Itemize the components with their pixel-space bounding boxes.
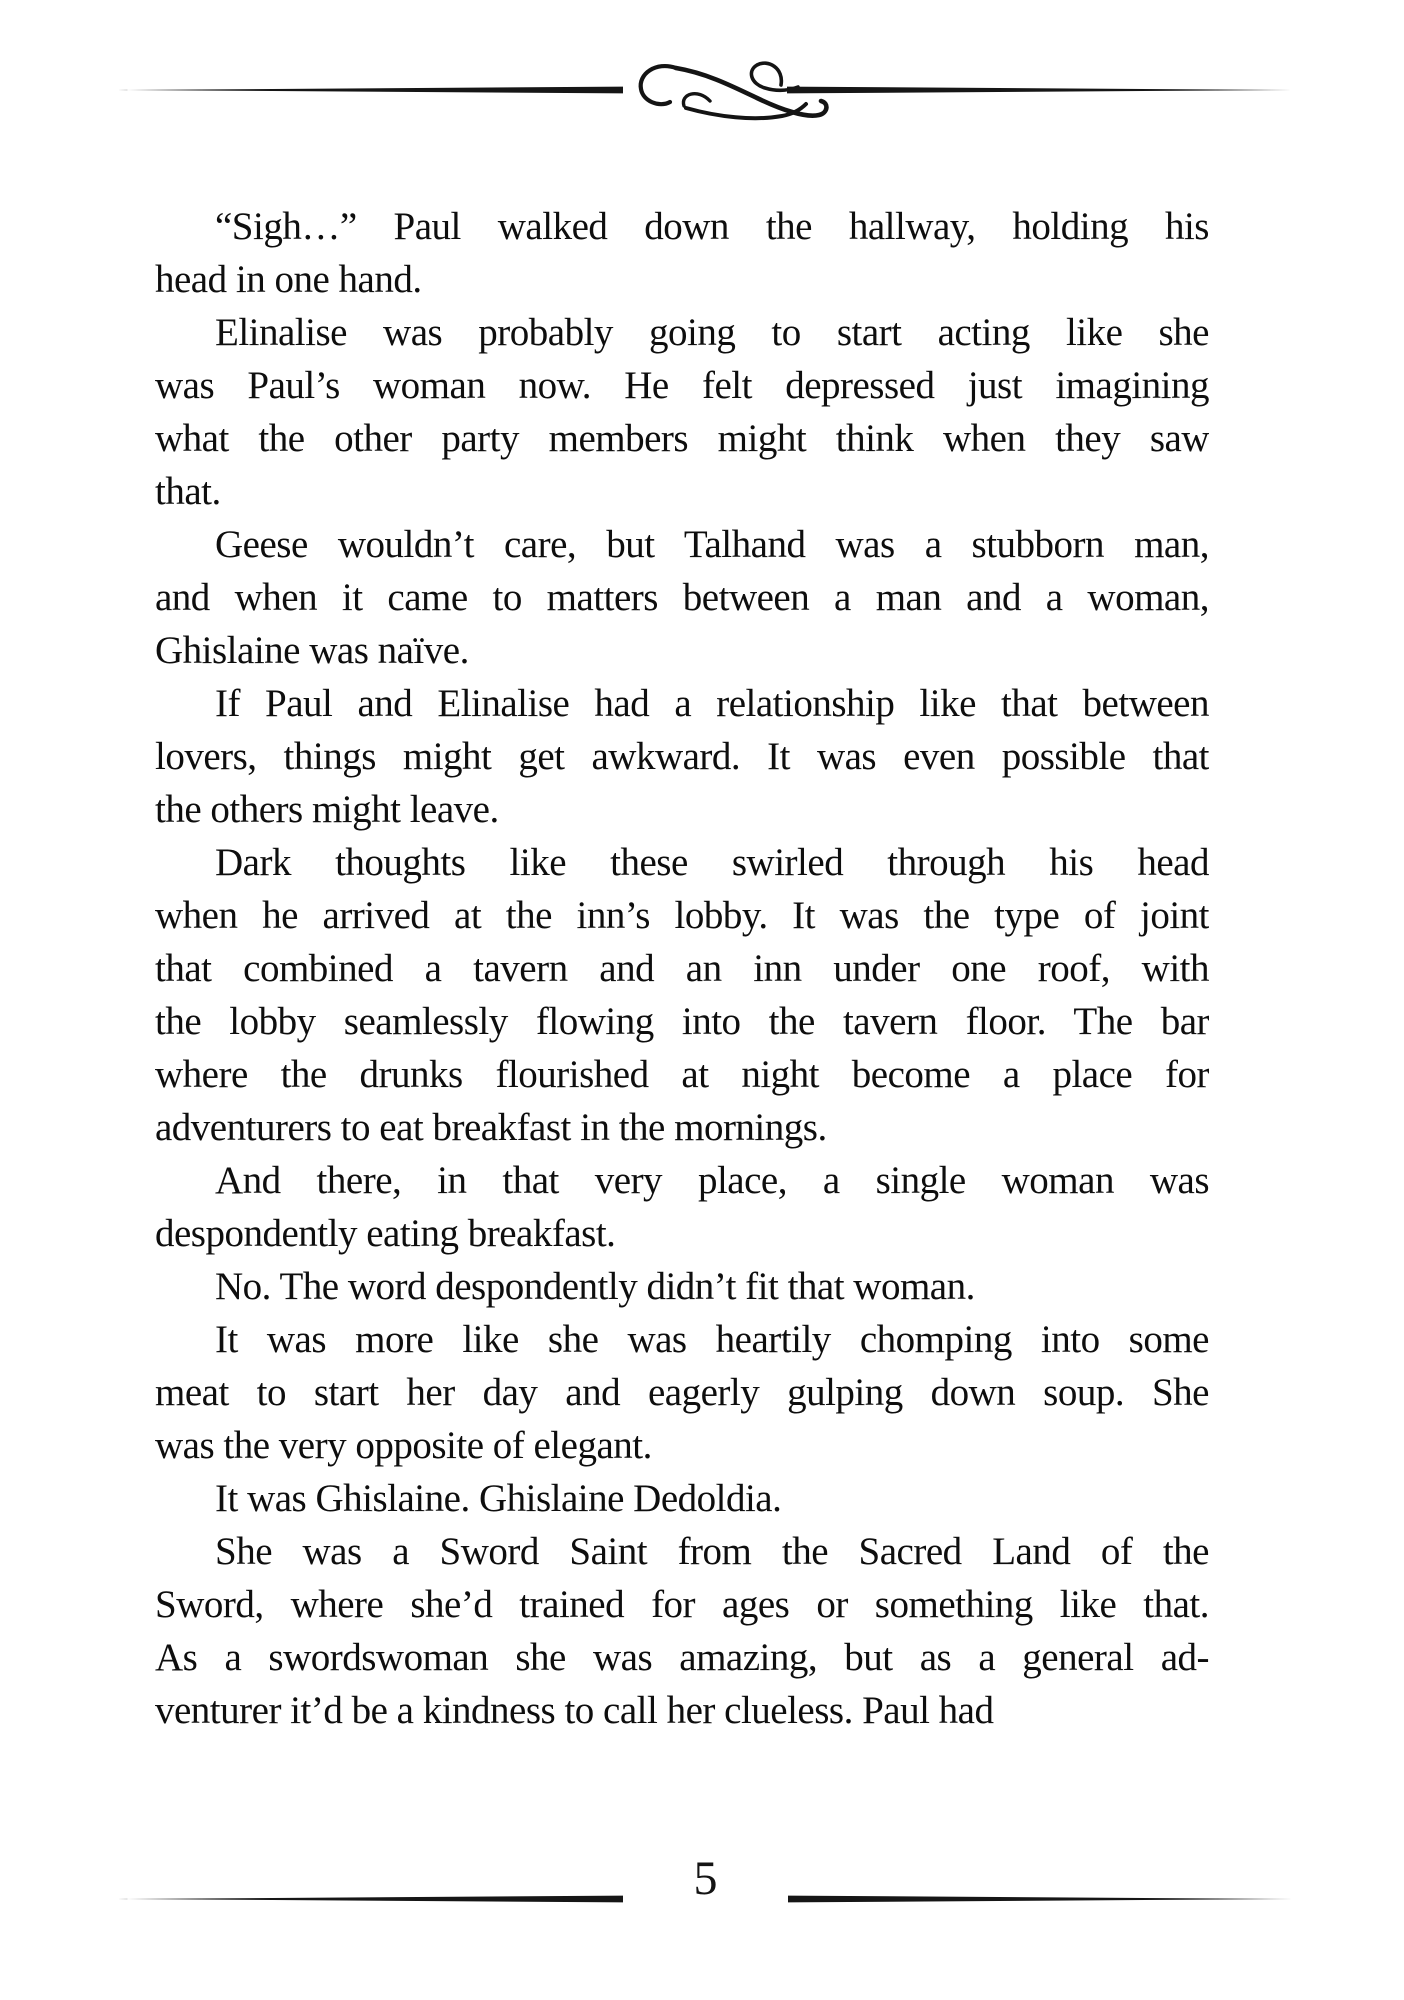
text-line: what the other party members might think when they saw [155, 417, 1209, 460]
paragraph [155, 306, 1209, 518]
text-line: “Sigh…” Paul walked down the hallway, holding his [215, 205, 1209, 248]
text-line: She was a Sword Saint from the Sacred Land of the [215, 1530, 1209, 1573]
text-line: where the drunks flourished at night become a place for [155, 1053, 1209, 1096]
text-line: and when it came to matters between a man and a woman, [155, 576, 1209, 619]
paragraph [155, 200, 1209, 306]
text-line: that. [155, 470, 221, 513]
text-line: despondently eating breakfast. [155, 1212, 616, 1255]
paragraph [155, 518, 1209, 677]
text-line: was Paul’s woman now. He felt depressed just imagining [155, 364, 1209, 407]
text-line: lovers, things might get awkward. It was even possible that [155, 735, 1209, 778]
text-line: As a swordswoman she was amazing, but as a general ad- [155, 1636, 1209, 1679]
text-line: Geese wouldn’t care, but Talhand was a stubborn man, [215, 523, 1209, 566]
text-line: that combined a tavern and an inn under one roof, with [155, 947, 1209, 990]
text-line: was the very opposite of elegant. [155, 1424, 652, 1467]
text-line: head in one hand. [155, 258, 422, 301]
text-line: It was Ghislaine. Ghislaine Dedoldia. [215, 1477, 782, 1520]
text-line: And there, in that very place, a single woman was [215, 1159, 1209, 1202]
footer-rule-right [788, 1894, 1293, 1904]
header-rule-left [118, 85, 623, 95]
text-line: It was more like she was heartily chomping into some [215, 1318, 1209, 1361]
text-line: the others might leave. [155, 788, 499, 831]
text-line: the lobby seamlessly flowing into the tavern floor. The bar [155, 1000, 1209, 1043]
text-line: Elinalise was probably going to start acting like she [215, 311, 1209, 354]
text-line: venturer it’d be a kindness to call her clueless. Paul had [155, 1689, 994, 1732]
paragraph [155, 1525, 1209, 1737]
paragraph [155, 1260, 1209, 1313]
paragraph [155, 1313, 1209, 1472]
footer-rule-left [118, 1894, 623, 1904]
paragraph [155, 1472, 1209, 1525]
text-line: adventurers to eat breakfast in the mornings. [155, 1106, 827, 1149]
text-line: when he arrived at the inn’s lobby. It was the type of joint [155, 894, 1209, 937]
paragraph [155, 1154, 1209, 1260]
text-line: Ghislaine was naïve. [155, 629, 469, 672]
paragraph [155, 836, 1209, 1154]
text-line: meat to start her day and eagerly gulping down soup. She [155, 1371, 1209, 1414]
page-number: 5 [693, 1852, 718, 1905]
header-rule-right [787, 85, 1292, 95]
text-line: No. The word despondently didn’t fit that woman. [215, 1265, 975, 1308]
text-line: Sword, where she’d trained for ages or something like that. [155, 1583, 1209, 1626]
text-line: If Paul and Elinalise had a relationship like that between [215, 682, 1209, 725]
paragraph [155, 677, 1209, 836]
body-text [155, 200, 1209, 1737]
text-line: Dark thoughts like these swirled through his head [215, 841, 1209, 884]
